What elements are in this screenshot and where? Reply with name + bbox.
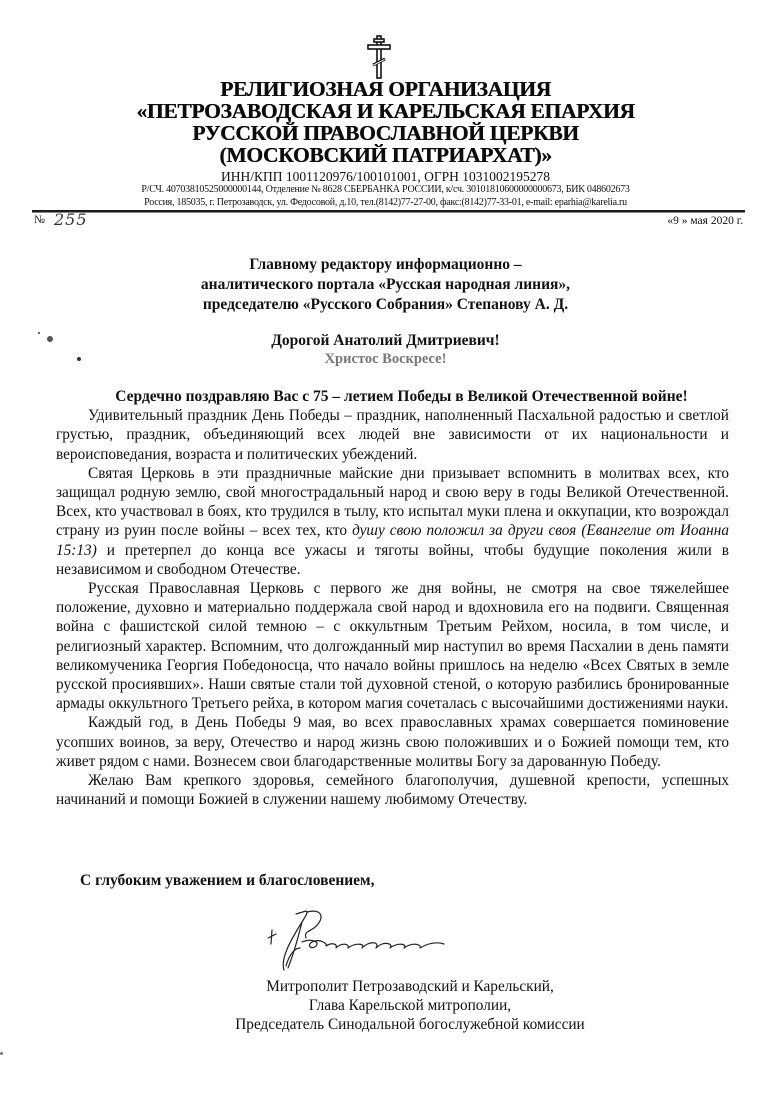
org-name-line: РУССКОЙ ПРАВОСЛАВНОЙ ЦЕРКВИ	[192, 121, 579, 145]
letter-body	[56, 387, 729, 809]
org-name-line: «ПЕТРОЗАВОДСКАЯ И КАРЕЛЬСКАЯ ЕПАРХИЯ	[136, 99, 635, 123]
outgoing-number: 255	[54, 210, 88, 229]
greeting-block	[0, 332, 771, 368]
letterhead-divider	[32, 210, 745, 213]
orthodox-cross-icon	[367, 35, 391, 79]
scan-speck	[0, 1052, 3, 1055]
addressee-line: председателю «Русского Собрания» Степанову А. Д.	[202, 296, 569, 313]
postal-address: Россия, 185035, г. Петрозаводск, ул. Федосовой, д.10, тел.(8142)77-27-00, факс:(8142)77-33-01, e-mail: eparhia@karelia.ru	[144, 196, 627, 208]
body-paragraph: Желаю Вам крепкого здоровья, семейного благополучия, душевной крепости, успешных начинаний и помощи Божией в служении нашему любимому Отечеству.	[56, 772, 729, 809]
letter-date: «9 » мая 2020 г.	[667, 215, 743, 227]
letterhead	[0, 78, 771, 209]
paragraph-text: Святая Церковь в эти праздничные майские дни призывает вспомнить в молитвах всех, кто защищал родную землю, свой многострадальный народ и свою веру в годы Великой Отечественной. Всех, кто участвовал в боях, кто трудился в тылу, кто испытал муки плена и оккупации, кто возрождал страну из руин после войны – всех тех, кто	[56, 464, 729, 540]
closing-phrase: С глубоким уважением и благословением,	[80, 872, 375, 889]
reference-row	[32, 210, 745, 232]
addressee-line: аналитического портала «Русская народная линия»,	[200, 276, 571, 293]
signer-title: Председатель Синодальной богослужебной комиссии	[235, 1016, 585, 1034]
signer-block	[200, 977, 620, 1035]
body-paragraph: Удивительный праздник День Победы – праздник, наполненный Пасхальной радостью и светлой грустью, праздник, объединяющий всех людей вне зависимости от их национальности и вероисповедания, возраста и политических убеждений.	[56, 407, 729, 463]
signer-title: Митрополит Петрозаводский и Карельский,	[266, 978, 554, 995]
salutation: Дорогой Анатолий Дмитриевич!	[271, 332, 500, 349]
org-name-line: (МОСКОВСКИЙ ПАТРИАРХАТ)»	[219, 143, 552, 167]
body-paragraph	[56, 464, 729, 579]
addressee-line: Главному редактору информационно –	[249, 256, 522, 273]
bank-details: Р/СЧ. 40703810525000000144, Отделение № 8628 СБЕРБАНКА РОССИИ, к/сч. 30101810600000000673, БИК 048602673	[141, 184, 630, 195]
body-paragraph: Каждый год, в День Победы 9 мая, во всех православных храмах совершается поминовение усопших воинов, за веру, Отечество и народ жизнь свою положивших и о Божией помощи тем, кто живет рядом с нами. Вознесем свои благодарственные молитвы Богу за дарованную Победу.	[56, 714, 729, 770]
number-label: №	[34, 214, 45, 226]
signer-title: Глава Карельской митрополии,	[308, 997, 512, 1015]
inn-kpp-ogrn: ИНН/КПП 1001120976/100101001, ОГРН 1031002195278	[220, 169, 551, 184]
body-headline: Сердечно поздравляю Вас с 75 – летием Победы в Великой Отечественной войне!	[115, 388, 688, 405]
body-paragraph: Русская Православная Церковь с первого же дня войны, не смотря на свое тяжелейшее положение, духовно и материально поддержала свой народ и вдохновила его на подвиги. Священная война с фашистской силой темною – с оккультным Третьим Рейхом, носила, в том числе, и религиозный характер. Вспомним, что долгожданный мир наступил во время Пасхалии в день памяти великомученика Георгия Победоносца, что начало войны пришлось на неделю «Всех Святых в земле русской просиявших». Наши святые стали той духовной стеной, о которую разбились бронированные армады оккультного Третьего рейха, в котором магия сочеталась с высочайшими достижениями науки.	[56, 580, 729, 713]
org-name-line: РЕЛИГИОЗНАЯ ОРГАНИЗАЦИЯ	[220, 77, 551, 101]
paragraph-text: и претерпел до конца все ужасы и тяготы войны, чтобы будущие поколения жили в независимом и свободном Отечестве.	[56, 541, 729, 578]
handwritten-signature	[262, 908, 487, 983]
addressee-block	[0, 255, 771, 315]
paschal-greeting: Христос Воскресе!	[324, 351, 447, 367]
scripture-quote: душу свою положил за други своя (Евангелие от Иоанна 15:13)	[56, 522, 730, 559]
